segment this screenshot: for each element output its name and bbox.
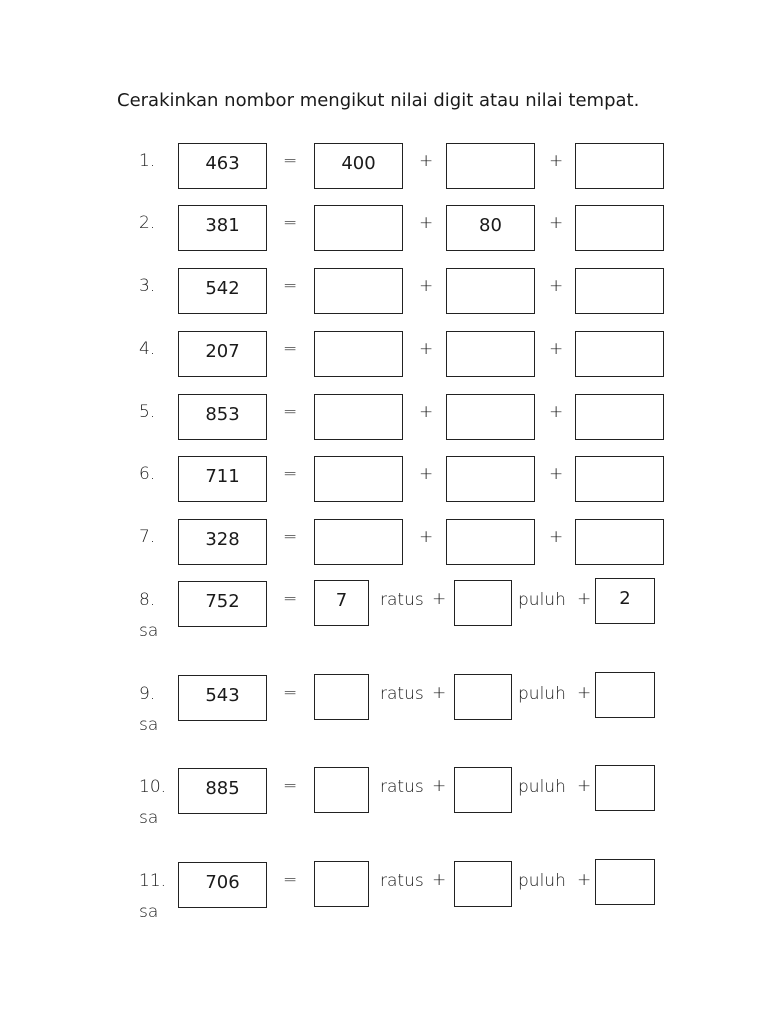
hundreds-answer-box[interactable] xyxy=(314,456,403,502)
question-number: 3. xyxy=(139,276,156,296)
plus-sign: + xyxy=(419,464,434,484)
plus-sign: + xyxy=(577,683,592,703)
hundreds-label: ratus xyxy=(380,590,424,610)
plus-sign: + xyxy=(549,276,564,296)
equals-sign: = xyxy=(283,464,298,484)
question-number: 6. xyxy=(139,464,156,484)
hundreds-answer-box[interactable] xyxy=(314,861,369,907)
tens-label: puluh xyxy=(518,777,566,797)
ones-answer-box[interactable] xyxy=(595,765,655,811)
tens-answer-box[interactable] xyxy=(454,861,512,907)
equals-sign: = xyxy=(283,402,298,422)
plus-sign: + xyxy=(549,151,564,171)
question-number: 5. xyxy=(139,402,156,422)
hundreds-answer-box[interactable]: 7 xyxy=(314,580,369,626)
ones-label: sa xyxy=(139,902,159,922)
tens-answer-box[interactable] xyxy=(446,519,535,565)
number-box: 752 xyxy=(178,581,267,627)
tens-answer-box[interactable] xyxy=(454,767,512,813)
plus-sign: + xyxy=(577,870,592,890)
tens-answer-box[interactable] xyxy=(446,331,535,377)
hundreds-answer-box[interactable] xyxy=(314,674,369,720)
plus-sign: + xyxy=(549,213,564,233)
question-number: 7. xyxy=(139,527,156,547)
plus-sign: + xyxy=(419,527,434,547)
equals-sign: = xyxy=(283,527,298,547)
question-number: 2. xyxy=(139,213,156,233)
ones-answer-box[interactable] xyxy=(575,331,664,377)
plus-sign: + xyxy=(432,776,447,796)
number-box: 328 xyxy=(178,519,267,565)
plus-sign: + xyxy=(549,339,564,359)
tens-label: puluh xyxy=(518,871,566,891)
hundreds-label: ratus xyxy=(380,871,424,891)
tens-label: puluh xyxy=(518,590,566,610)
ones-answer-box[interactable] xyxy=(575,456,664,502)
ones-label: sa xyxy=(139,808,159,828)
hundreds-label: ratus xyxy=(380,777,424,797)
ones-answer-box[interactable] xyxy=(595,672,655,718)
tens-answer-box[interactable] xyxy=(446,143,535,189)
number-box: 543 xyxy=(178,675,267,721)
number-box: 706 xyxy=(178,862,267,908)
plus-sign: + xyxy=(577,589,592,609)
number-box: 542 xyxy=(178,268,267,314)
tens-answer-box[interactable] xyxy=(446,394,535,440)
equals-sign: = xyxy=(283,776,298,796)
plus-sign: + xyxy=(549,527,564,547)
plus-sign: + xyxy=(419,402,434,422)
equals-sign: = xyxy=(283,683,298,703)
hundreds-answer-box[interactable] xyxy=(314,519,403,565)
instruction-text: Cerakinkan nombor mengikut nilai digit atau nilai tempat. xyxy=(117,90,640,111)
ones-label: sa xyxy=(139,715,159,735)
question-number: 1. xyxy=(139,151,156,171)
hundreds-answer-box[interactable] xyxy=(314,268,403,314)
plus-sign: + xyxy=(419,213,434,233)
number-box: 381 xyxy=(178,205,267,251)
equals-sign: = xyxy=(283,276,298,296)
ones-answer-box[interactable] xyxy=(575,519,664,565)
tens-answer-box[interactable] xyxy=(454,580,512,626)
tens-answer-box[interactable] xyxy=(446,268,535,314)
question-number: 4. xyxy=(139,339,156,359)
plus-sign: + xyxy=(419,339,434,359)
ones-answer-box[interactable]: 2 xyxy=(595,578,655,624)
tens-answer-box[interactable]: 80 xyxy=(446,205,535,251)
tens-answer-box[interactable] xyxy=(454,674,512,720)
question-number: 11. xyxy=(139,871,167,891)
equals-sign: = xyxy=(283,870,298,890)
number-box: 853 xyxy=(178,394,267,440)
question-number: 10. xyxy=(139,777,167,797)
tens-answer-box[interactable] xyxy=(446,456,535,502)
number-box: 463 xyxy=(178,143,267,189)
hundreds-answer-box[interactable] xyxy=(314,331,403,377)
ones-label: sa xyxy=(139,621,159,641)
plus-sign: + xyxy=(419,151,434,171)
plus-sign: + xyxy=(419,276,434,296)
hundreds-answer-box[interactable]: 400 xyxy=(314,143,403,189)
hundreds-answer-box[interactable] xyxy=(314,767,369,813)
tens-label: puluh xyxy=(518,684,566,704)
ones-answer-box[interactable] xyxy=(575,268,664,314)
number-box: 711 xyxy=(178,456,267,502)
ones-answer-box[interactable] xyxy=(575,205,664,251)
plus-sign: + xyxy=(549,464,564,484)
question-number: 8. xyxy=(139,590,156,610)
hundreds-answer-box[interactable] xyxy=(314,394,403,440)
equals-sign: = xyxy=(283,339,298,359)
plus-sign: + xyxy=(432,589,447,609)
equals-sign: = xyxy=(283,151,298,171)
plus-sign: + xyxy=(432,870,447,890)
plus-sign: + xyxy=(549,402,564,422)
equals-sign: = xyxy=(283,213,298,233)
hundreds-label: ratus xyxy=(380,684,424,704)
plus-sign: + xyxy=(577,776,592,796)
ones-answer-box[interactable] xyxy=(575,394,664,440)
number-box: 207 xyxy=(178,331,267,377)
ones-answer-box[interactable] xyxy=(595,859,655,905)
ones-answer-box[interactable] xyxy=(575,143,664,189)
hundreds-answer-box[interactable] xyxy=(314,205,403,251)
equals-sign: = xyxy=(283,589,298,609)
question-number: 9. xyxy=(139,684,156,704)
number-box: 885 xyxy=(178,768,267,814)
plus-sign: + xyxy=(432,683,447,703)
